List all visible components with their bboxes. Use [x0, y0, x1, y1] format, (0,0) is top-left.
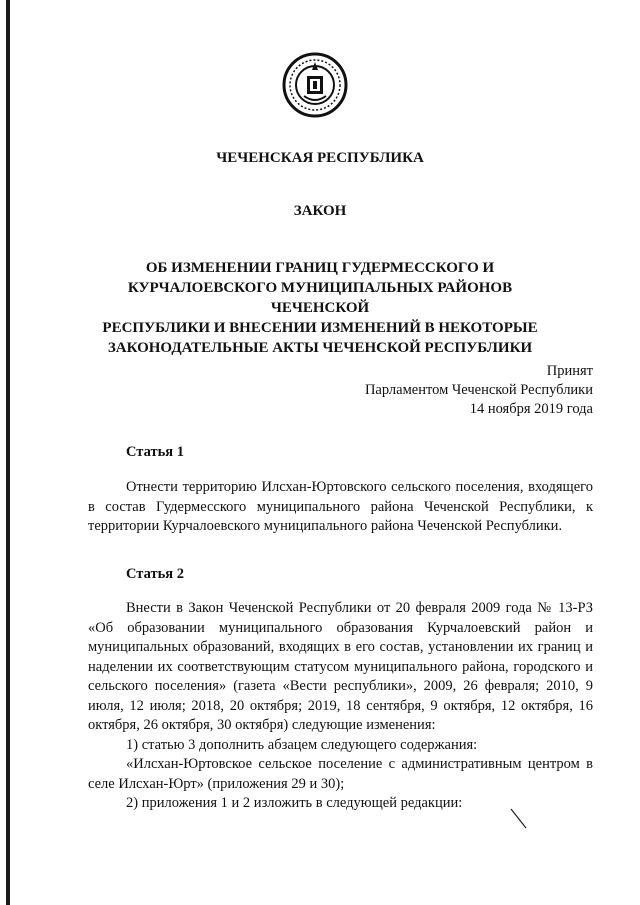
- law-title-line: КУРЧАЛОЕВСКОГО МУНИЦИПАЛЬНЫХ РАЙОНОВ ЧЕЧЕНСКОЙ: [127, 280, 513, 316]
- article-2-heading: Статья 2: [126, 566, 184, 582]
- law-title: [80, 258, 560, 358]
- article-1-text: Отнести территорию Илсхан-Юртовского сельского поселения, входящего в состав Гудермесского муниципального района Чеченской Республики, к территории Курчалоевского муниципального района Чеченской Республики.: [88, 479, 593, 534]
- pen-mark: [510, 808, 528, 830]
- coat-of-arms-emblem: [282, 52, 348, 118]
- law-title-line: ЗАКОНОДАТЕЛЬНЫЕ АКТЫ ЧЕЧЕНСКОЙ РЕСПУБЛИКИ: [107, 340, 533, 356]
- adopted-label: Принят: [546, 363, 593, 379]
- scan-edge: [6, 0, 10, 905]
- law-title-line: ОБ ИЗМЕНЕНИИ ГРАНИЦ ГУДЕРМЕССКОГО И: [145, 260, 495, 276]
- law-title-line: РЕСПУБЛИКИ И ВНЕСЕНИИ ИЗМЕНЕНИЙ В НЕКОТОРЫЕ: [102, 320, 538, 336]
- article-2-item-1: 1) статью 3 дополнить абзацем следующего содержания:: [126, 736, 478, 753]
- republic-heading: ЧЕЧЕНСКАЯ РЕСПУБЛИКА: [216, 150, 424, 166]
- article-2-item-2: 2) приложения 1 и 2 изложить в следующей редакции:: [126, 795, 463, 811]
- article-2-text: Внести в Закон Чеченской Республики от 20 февраля 2009 года № 13-РЗ «Об образовании муниципального образования Курчалоевский район и муниципальных образований, входящих в его состав, установлении их границ и наделении их соответствующим статусом муниципального района, городского и сельского поселения» (газета «Вести республики», 2009, 26 февраля; 2010, 9 июля, 12 июля; 2018, 20 октября; 2019, 18 сентября, 9 октября, 12 октября, 16 октября, 26 октября, 30 октября) следующие изменения:: [88, 600, 593, 733]
- article-1-body: [88, 478, 593, 537]
- adopted-date: 14 ноября 2019 года: [469, 401, 593, 417]
- document-type: ЗАКОН: [293, 203, 347, 219]
- article-2-item-1-quote: «Илсхан-Юртовское сельское поселение с административным центром в селе Илсхан-Юрт» (приложения 29 и 30);: [88, 756, 593, 792]
- adopted-by: Парламентом Чеченской Республики: [364, 382, 593, 398]
- article-1-heading: Статья 1: [126, 444, 184, 460]
- adoption-note: [365, 362, 593, 419]
- article-2-body: [88, 599, 593, 814]
